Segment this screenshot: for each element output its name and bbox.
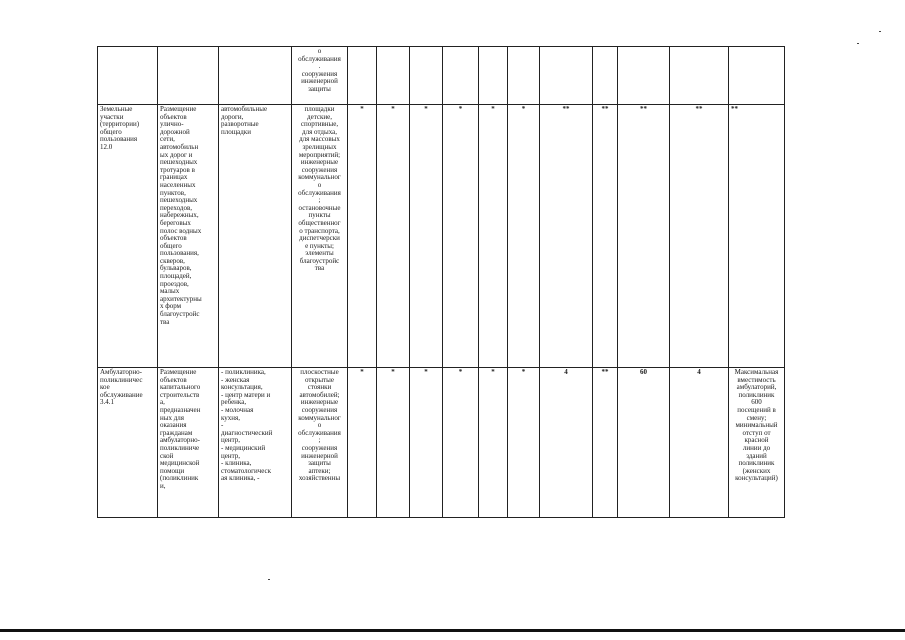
- cell-text-line: помощи: [160, 466, 185, 475]
- cell-param-4: [443, 47, 479, 105]
- cell-text-line: остановочные: [298, 203, 341, 212]
- cell-text-line: тва: [160, 317, 170, 326]
- cell-text-line: -: [221, 421, 224, 430]
- cell-text-line: защиты: [308, 84, 331, 93]
- cell-text-line: пользования,: [160, 249, 199, 258]
- cell-param-7: 4: [540, 368, 593, 518]
- cell-text-line: о: [317, 180, 322, 189]
- cell-text-line: набережных,: [160, 211, 199, 220]
- cell-text-line: сооружения: [301, 69, 338, 78]
- cell-text-line: проездов,: [160, 279, 189, 288]
- cell-text-line: инженерные: [300, 398, 339, 407]
- cell-text-line: населенных: [160, 180, 196, 189]
- cell-text-line: объектов: [160, 112, 187, 121]
- cell-text-line: минимальный: [735, 421, 778, 430]
- cell-text-line: поликлиник: [738, 459, 775, 468]
- cell-text-line: элементы: [305, 249, 334, 258]
- cell-text-line: пунктов,: [160, 188, 186, 197]
- cell-main-objects: [219, 47, 292, 105]
- cell-text-line: коммунальног: [298, 173, 341, 182]
- cell-text-line: тва: [314, 264, 325, 273]
- cell-text-line: площадки: [221, 127, 251, 136]
- cell-text-line: общего: [160, 241, 182, 250]
- cell-text-line: спортивные,: [300, 120, 339, 129]
- cell-text-line: обслуживания: [298, 428, 341, 437]
- cell-text-line: хозяйственны: [298, 474, 341, 483]
- cell-text-line: благоустройс: [299, 256, 340, 265]
- cell-text-line: автомобильные: [221, 105, 268, 113]
- cell-text-line: разворотные: [221, 120, 259, 129]
- cell-text-line: консультаций): [735, 474, 778, 483]
- cell-text-line: мероприятий;: [298, 150, 341, 159]
- cell-text-line: гражданам: [160, 428, 193, 437]
- cell-text-line: ской: [160, 451, 174, 460]
- cell-text-line: красной: [744, 436, 769, 445]
- cell-text-line: для отдыха,: [302, 127, 337, 136]
- cell-text-line: открытые: [305, 375, 334, 384]
- cell-text-line: смену;: [746, 413, 767, 422]
- cell-param-4: *: [443, 105, 479, 368]
- cell-text-line: сооружения: [301, 405, 338, 414]
- cell-notes: [729, 47, 785, 105]
- cell-param-3: [410, 47, 443, 105]
- cell-text-line: ;: [318, 196, 321, 205]
- cell-text-line: обслуживание: [100, 390, 143, 399]
- cell-text-line: ая клиника, -: [221, 474, 260, 483]
- cell-text-line: кухня,: [221, 413, 241, 422]
- cell-text-line: площадки: [304, 105, 335, 113]
- cell-text-line: плоскостные: [300, 368, 339, 376]
- cell-text-line: благоустройс: [160, 310, 200, 319]
- cell-text-line: вместимость: [737, 375, 776, 384]
- scan-speck: [879, 31, 881, 32]
- cell-text-line: сети,: [160, 135, 175, 144]
- cell-zone-name: [98, 47, 158, 105]
- table-row: [98, 47, 785, 105]
- cell-text-line: тротуаров в: [160, 165, 195, 174]
- cell-text-line: Размещение: [160, 105, 197, 113]
- cell-text-line: поликлиничес: [100, 375, 143, 384]
- cell-param-5: *: [479, 368, 508, 518]
- cell-text-line: границах: [160, 173, 188, 182]
- cell-notes: [729, 368, 785, 518]
- cell-text-line: зданий: [746, 451, 767, 460]
- cell-text-line: зрелищных: [302, 142, 337, 151]
- cell-text-line: амбулаторно-: [160, 436, 200, 445]
- cell-main-objects: [219, 105, 292, 368]
- cell-param-10: 4: [670, 368, 729, 518]
- cell-text-line: бульваров,: [160, 264, 192, 273]
- cell-param-1: *: [348, 105, 377, 368]
- scan-speck: [268, 579, 270, 580]
- cell-text-line: диспетчерски: [299, 234, 340, 243]
- cell-text-line: Амбулаторно-: [100, 368, 142, 376]
- scan-speck: [857, 43, 859, 44]
- cell-text-line: (территории): [100, 120, 140, 129]
- land-use-regulations-table: [97, 46, 785, 518]
- cell-text-line: предназначен: [160, 405, 201, 414]
- cell-text-line: поликлиниче: [160, 443, 200, 452]
- cell-text-line: строительств: [160, 390, 200, 399]
- cell-param-6: *: [508, 368, 540, 518]
- cell-param-8: **: [593, 105, 618, 368]
- cell-text-line: инженерные: [300, 158, 339, 167]
- table-row: [98, 105, 785, 368]
- cell-param-10: **: [670, 105, 729, 368]
- cell-text-line: медицинской: [160, 459, 200, 468]
- cell-param-6: *: [508, 105, 540, 368]
- cell-param-8: [593, 47, 618, 105]
- cell-text-line: кое: [100, 383, 110, 392]
- cell-text-line: 12.0: [100, 142, 113, 151]
- cell-text-line: - поликлиника,: [221, 368, 266, 376]
- cell-text-line: дорожной: [160, 127, 190, 136]
- cell-zone-name: [98, 105, 158, 368]
- cell-text-line: детские,: [307, 112, 332, 121]
- cell-text-line: - женская: [221, 375, 250, 384]
- cell-main-objects: [219, 368, 292, 518]
- cell-text-line: ных для: [160, 413, 184, 422]
- cell-text-line: пользования: [100, 135, 138, 144]
- cell-param-1: [348, 47, 377, 105]
- cell-text-line: - молочная: [221, 405, 254, 414]
- cell-param-11: **: [729, 105, 785, 368]
- cell-text-line: (поликлиник: [160, 474, 199, 483]
- cell-param-1: *: [348, 368, 377, 518]
- cell-text-line: инженерной: [301, 451, 338, 460]
- cell-text-line: пункты: [308, 211, 331, 220]
- cell-text-line: объектов: [160, 234, 187, 243]
- cell-text-line: общественног: [298, 218, 341, 227]
- cell-param-3: *: [410, 368, 443, 518]
- cell-text-line: обслуживания: [298, 54, 341, 63]
- cell-text-line: линии до: [742, 443, 771, 452]
- cell-description: [158, 105, 219, 368]
- cell-text-line: о: [317, 421, 322, 430]
- cell-text-line: е пункты;: [305, 241, 334, 250]
- cell-param-3: *: [410, 105, 443, 368]
- cell-param-2: *: [377, 368, 410, 518]
- cell-text-line: малых: [160, 287, 180, 296]
- cell-param-7: **: [540, 105, 593, 368]
- cell-param-2: [377, 47, 410, 105]
- cell-text-line: для массовых: [299, 135, 340, 144]
- cell-text-line: ребенка,: [221, 398, 247, 407]
- cell-text-line: автомобилей;: [299, 390, 340, 399]
- cell-auxiliary-objects: [292, 105, 348, 368]
- cell-text-line: о: [317, 47, 322, 55]
- cell-text-line: - центр матери и: [221, 390, 271, 399]
- cell-param-10: [670, 47, 729, 105]
- cell-text-line: центр,: [221, 451, 240, 460]
- cell-text-line: улично-: [160, 120, 184, 129]
- cell-param-8: **: [593, 368, 618, 518]
- cell-text-line: сооружения: [301, 165, 338, 174]
- cell-text-line: капитального: [160, 383, 201, 392]
- cell-text-line: участки: [100, 112, 124, 121]
- cell-text-line: о транспорта,: [299, 226, 340, 235]
- cell-text-line: архитектурны: [160, 294, 202, 303]
- cell-text-line: аптеки;: [308, 466, 331, 475]
- cell-param-2: *: [377, 105, 410, 368]
- cell-description: [158, 368, 219, 518]
- cell-text-line: консультация,: [221, 383, 263, 392]
- cell-text-line: амбулаторий,: [736, 383, 777, 392]
- cell-text-line: оказания: [160, 421, 187, 430]
- cell-text-line: .: [318, 62, 321, 71]
- cell-text-line: пешеходных: [160, 196, 198, 205]
- cell-text-line: дороги,: [221, 112, 244, 121]
- cell-text-line: диагностический: [221, 428, 273, 437]
- cell-text-line: инженерной: [301, 77, 338, 86]
- cell-text-line: (женских: [742, 466, 771, 475]
- cell-param-4: *: [443, 368, 479, 518]
- cell-text-line: ых дорог и: [160, 150, 193, 159]
- cell-auxiliary-objects: [292, 368, 348, 518]
- cell-param-6: [508, 47, 540, 105]
- cell-text-line: и,: [160, 481, 166, 490]
- cell-text-line: автомобильн: [160, 142, 199, 151]
- cell-text-line: береговых: [160, 218, 191, 227]
- cell-text-line: Максимальная: [734, 368, 779, 376]
- cell-text-line: а,: [160, 398, 165, 407]
- cell-param-7: [540, 47, 593, 105]
- cell-param-9: [618, 47, 670, 105]
- cell-text-line: - клиника,: [221, 459, 252, 468]
- cell-text-line: ;: [318, 436, 321, 445]
- cell-text-line: сооружения: [301, 443, 338, 452]
- cell-text-line: х форм: [160, 302, 182, 311]
- cell-param-5: *: [479, 105, 508, 368]
- cell-text-line: скверов,: [160, 256, 185, 265]
- cell-text-line: защиты: [308, 459, 331, 468]
- cell-text-line: площадей,: [160, 272, 192, 281]
- cell-text-line: общего: [100, 127, 122, 136]
- cell-text-line: - медицинский: [221, 443, 266, 452]
- scan-bottom-edge: [0, 629, 905, 632]
- cell-text-line: центр,: [221, 436, 240, 445]
- cell-text-line: коммунальног: [298, 413, 341, 422]
- cell-text-line: 600: [751, 398, 762, 407]
- cell-text-line: обслуживания: [298, 188, 341, 197]
- cell-text-line: Размещение: [160, 368, 197, 376]
- cell-text-line: полос водных: [160, 226, 202, 235]
- cell-text-line: стоматологическ: [221, 466, 272, 475]
- document-page: [97, 46, 785, 518]
- cell-zone-name: [98, 368, 158, 518]
- table-row: [98, 368, 785, 518]
- cell-text-line: поликлиник: [738, 390, 775, 399]
- cell-auxiliary-objects: [292, 47, 348, 105]
- cell-param-9: 60: [618, 368, 670, 518]
- cell-text-line: объектов: [160, 375, 187, 384]
- cell-param-5: [479, 47, 508, 105]
- cell-text-line: переходов,: [160, 203, 193, 212]
- cell-param-9: **: [618, 105, 670, 368]
- cell-text-line: 3.4.1: [100, 398, 114, 407]
- cell-text-line: Земельные: [100, 105, 133, 113]
- cell-text-line: отступ от: [742, 428, 771, 437]
- cell-text-line: стоянки: [307, 383, 332, 392]
- cell-text-line: пешеходных: [160, 158, 198, 167]
- cell-description: [158, 47, 219, 105]
- cell-text-line: посещений в: [737, 405, 776, 414]
